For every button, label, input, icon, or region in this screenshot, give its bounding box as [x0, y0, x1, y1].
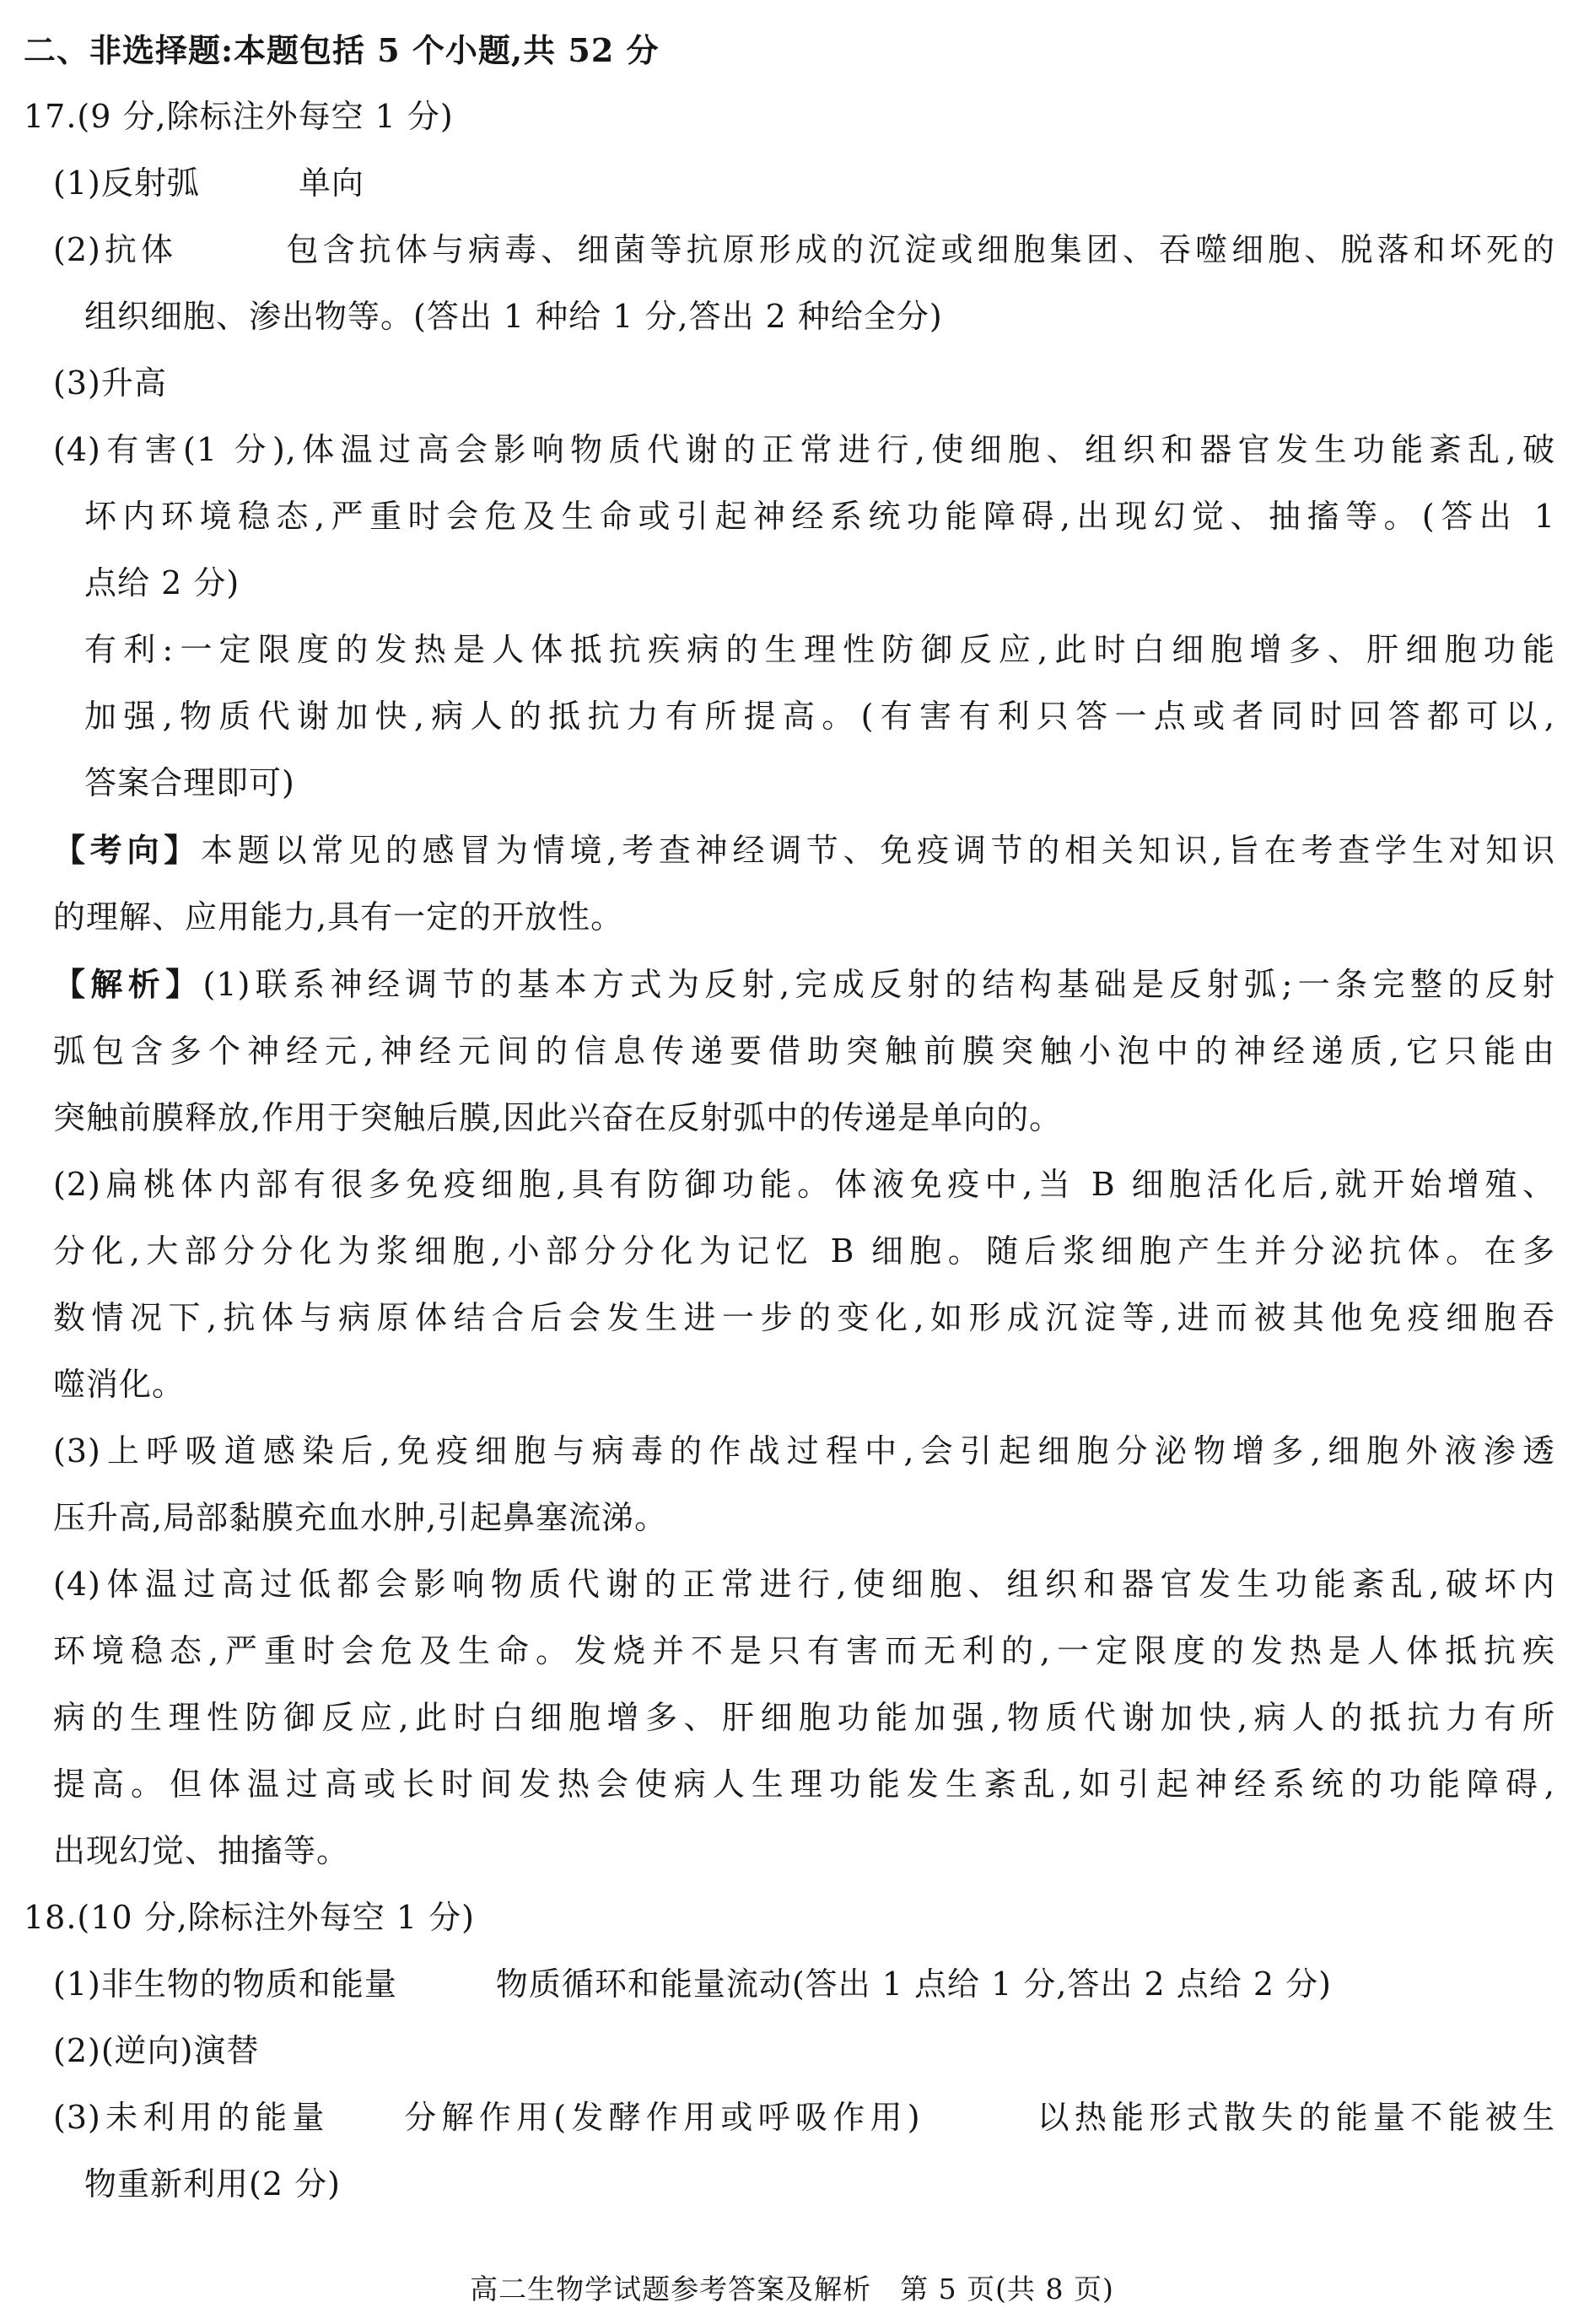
text-line: 分化,大部分分化为浆细胞,小部分分化为记忆 B 细胞。随后浆细胞产生并分泌抗体。在多: [53, 1232, 1555, 1270]
text-line: 弧包含多个神经元,神经元间的信息传递要借助突触前膜突触小泡中的神经递质,它只能由: [53, 1033, 1555, 1070]
text-line: 【解析】(1)联系神经调节的基本方式为反射,完成反射的结构基础是反射弧;一条完整的反射: [53, 965, 1555, 1003]
page-footer: 高二生物学试题参考答案及解析 第 5 页(共 8 页): [470, 2273, 1114, 2305]
text-line: 噬消化。: [53, 1366, 186, 1403]
text-line: 突触前膜释放,作用于突触后膜,因此兴奋在反射弧中的传递是单向的。: [53, 1099, 1063, 1136]
text-line: 18.(10 分,除标注外每空 1 分): [24, 1899, 475, 1936]
text-line: 有利:一定限度的发热是人体抵抗疾病的生理性防御反应,此时白细胞增多、肝细胞功能: [84, 631, 1555, 668]
text-line: (1)非生物的物质和能量 物质循环和能量流动(答出 1 点给 1 分,答出 2 点给 2 分): [53, 1965, 1332, 2003]
text-line: 组织细胞、渗出物等。(答出 1 种给 1 分,答出 2 种给全分): [84, 298, 943, 335]
text-line: 答案合理即可): [84, 764, 295, 801]
answer-lines: [0, 17, 1555, 2218]
text-line: (2)抗体 包含抗体与病毒、细菌等抗原形成的沉淀或细胞集团、吞噬细胞、脱落和坏死的: [53, 231, 1555, 268]
text-line: 物重新利用(2 分): [84, 2165, 341, 2203]
text-line: 提高。但体温过高或长时间发热会使病人生理功能发生紊乱,如引起神经系统的功能障碍,: [53, 1766, 1555, 1803]
text-line: 坏内环境稳态,严重时会危及生命或引起神经系统功能障碍,出现幻觉、抽搐等。(答出 1: [84, 498, 1555, 535]
text-line: (2)(逆向)演替: [53, 2032, 260, 2069]
text-line: 【考向】本题以常见的感冒为情境,考查神经调节、免疫调节的相关知识,旨在考查学生对知识: [53, 831, 1555, 869]
text-line: 病的生理性防御反应,此时白细胞增多、肝细胞功能加强,物质代谢加快,病人的抵抗力有所: [53, 1699, 1555, 1736]
text-line: 环境稳态,严重时会危及生命。发烧并不是只有害而无利的,一定限度的发热是人体抵抗疾: [53, 1632, 1555, 1669]
text-line: (2)扁桃体内部有很多免疫细胞,具有防御功能。体液免疫中,当 B 细胞活化后,就开始增殖、: [53, 1166, 1555, 1203]
text-line: (3)上呼吸道感染后,免疫细胞与病毒的作战过程中,会引起细胞分泌物增多,细胞外液渗透: [53, 1432, 1555, 1469]
text-line: (4)体温过高过低都会影响物质代谢的正常进行,使细胞、组织和器官发生功能紊乱,破坏内: [53, 1566, 1555, 1603]
section-label: 【考向】: [53, 831, 202, 869]
text-line: (4)有害(1 分),体温过高会影响物质代谢的正常进行,使细胞、组织和器官发生功能紊乱,破: [53, 431, 1555, 468]
text-line: 二、非选择题:本题包括 5 个小题,共 52 分: [24, 31, 660, 69]
text-line: 压升高,局部黏膜充血水肿,引起鼻塞流涕。: [53, 1499, 668, 1536]
text-line: (1)反射弧 单向: [53, 164, 364, 202]
text-line: 出现幻觉、抽搐等。: [53, 1832, 350, 1869]
text-line: (3)升高: [53, 364, 167, 402]
text-line: 17.(9 分,除标注外每空 1 分): [24, 98, 454, 135]
text-line: 加强,物质代谢加快,病人的抵抗力有所提高。(有害有利只答一点或者同时回答都可以,: [84, 698, 1555, 735]
section-label: 【解析】: [53, 965, 203, 1003]
text-line: (3)未利用的能量 分解作用(发酵作用或呼吸作用) 以热能形式散失的能量不能被生: [53, 2099, 1555, 2136]
text-line: 的理解、应用能力,具有一定的开放性。: [53, 898, 624, 936]
text-line: 数情况下,抗体与病原体结合后会发生进一步的变化,如形成沉淀等,进而被其他免疫细胞吞: [53, 1299, 1555, 1336]
text-line: 点给 2 分): [84, 564, 240, 601]
